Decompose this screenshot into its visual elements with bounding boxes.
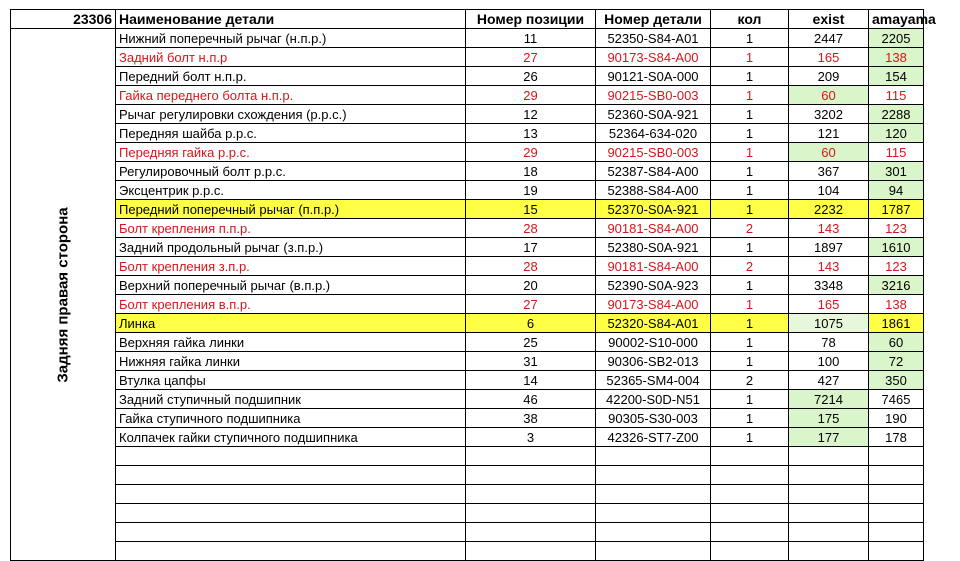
exist-price: 2447	[789, 29, 869, 48]
table-row	[11, 257, 924, 276]
empty-cell	[711, 485, 789, 504]
exist-price: 175	[789, 409, 869, 428]
part-number: 90305-S30-003	[596, 409, 711, 428]
header-position: Номер позиции	[466, 10, 596, 29]
header-name: Наименование детали	[116, 10, 466, 29]
header-row	[11, 10, 924, 29]
header-id: 23306	[11, 10, 116, 29]
part-number: 52360-S0A-921	[596, 105, 711, 124]
empty-cell	[116, 523, 466, 542]
quantity: 1	[711, 276, 789, 295]
quantity: 1	[711, 86, 789, 105]
empty-row	[11, 447, 924, 466]
part-number: 42326-ST7-Z00	[596, 428, 711, 447]
part-number: 90181-S84-A00	[596, 257, 711, 276]
empty-cell	[596, 504, 711, 523]
table-row	[11, 124, 924, 143]
table-row	[11, 48, 924, 67]
part-name: Передний болт н.п.р.	[116, 67, 466, 86]
exist-price: 143	[789, 257, 869, 276]
exist-price: 60	[789, 143, 869, 162]
part-name: Задний болт н.п.р	[116, 48, 466, 67]
exist-price: 60	[789, 86, 869, 105]
table-row	[11, 371, 924, 390]
table-row	[11, 105, 924, 124]
empty-cell	[789, 466, 869, 485]
part-name: Болт крепления в.п.р.	[116, 295, 466, 314]
position-number: 11	[466, 29, 596, 48]
part-number: 90181-S84-A00	[596, 219, 711, 238]
empty-row	[11, 466, 924, 485]
quantity: 1	[711, 200, 789, 219]
exist-price: 2232	[789, 200, 869, 219]
part-name: Верхний поперечный рычаг (в.п.р.)	[116, 276, 466, 295]
quantity: 1	[711, 390, 789, 409]
quantity: 1	[711, 314, 789, 333]
part-number: 52387-S84-A00	[596, 162, 711, 181]
amayama-price: 115	[869, 86, 924, 105]
empty-cell	[869, 523, 924, 542]
empty-cell	[869, 542, 924, 561]
part-number: 52390-S0A-923	[596, 276, 711, 295]
header-amayama: amayama	[869, 10, 924, 29]
parts-table	[10, 9, 936, 561]
part-number: 90002-S10-000	[596, 333, 711, 352]
position-number: 13	[466, 124, 596, 143]
table-row	[11, 67, 924, 86]
part-number: 90121-S0A-000	[596, 67, 711, 86]
amayama-price: 138	[869, 295, 924, 314]
amayama-price: 1787	[869, 200, 924, 219]
table-row	[11, 295, 924, 314]
quantity: 1	[711, 428, 789, 447]
part-name: Втулка цапфы	[116, 371, 466, 390]
amayama-price: 3216	[869, 276, 924, 295]
position-number: 14	[466, 371, 596, 390]
part-number: 52370-S0A-921	[596, 200, 711, 219]
quantity: 2	[711, 371, 789, 390]
position-number: 28	[466, 257, 596, 276]
amayama-price: 2205	[869, 29, 924, 48]
empty-cell	[789, 523, 869, 542]
table-row	[11, 162, 924, 181]
amayama-price: 301	[869, 162, 924, 181]
quantity: 1	[711, 29, 789, 48]
position-number: 15	[466, 200, 596, 219]
quantity: 1	[711, 238, 789, 257]
empty-cell	[116, 542, 466, 561]
amayama-price: 120	[869, 124, 924, 143]
empty-cell	[789, 504, 869, 523]
part-name: Рычаг регулировки схождения (р.р.с.)	[116, 105, 466, 124]
position-number: 38	[466, 409, 596, 428]
part-number: 52380-S0A-921	[596, 238, 711, 257]
part-number: 52388-S84-A00	[596, 181, 711, 200]
part-number: 42200-S0D-N51	[596, 390, 711, 409]
empty-cell	[596, 542, 711, 561]
empty-cell	[869, 447, 924, 466]
quantity: 1	[711, 143, 789, 162]
part-number: 52350-S84-A01	[596, 29, 711, 48]
part-number: 90173-S84-A00	[596, 48, 711, 67]
empty-row	[11, 485, 924, 504]
header-qty: кол	[711, 10, 789, 29]
table-row	[11, 428, 924, 447]
amayama-price: 350	[869, 371, 924, 390]
quantity: 1	[711, 162, 789, 181]
part-name: Болт крепления п.п.р.	[116, 219, 466, 238]
empty-cell	[466, 523, 596, 542]
part-name: Болт крепления з.п.р.	[116, 257, 466, 276]
side-label-cell	[11, 29, 116, 561]
exist-price: 100	[789, 352, 869, 371]
empty-cell	[466, 447, 596, 466]
amayama-price: 123	[869, 257, 924, 276]
empty-cell	[116, 447, 466, 466]
table-row	[11, 314, 924, 333]
table-row	[11, 409, 924, 428]
empty-cell	[869, 466, 924, 485]
exist-price: 78	[789, 333, 869, 352]
amayama-price: 2288	[869, 105, 924, 124]
part-number: 52365-SM4-004	[596, 371, 711, 390]
exist-price: 1075	[789, 314, 869, 333]
part-name: Верхняя гайка линки	[116, 333, 466, 352]
amayama-price: 123	[869, 219, 924, 238]
part-name: Эксцентрик р.р.с.	[116, 181, 466, 200]
position-number: 20	[466, 276, 596, 295]
table-row	[11, 390, 924, 409]
exist-price: 165	[789, 48, 869, 67]
amayama-price: 115	[869, 143, 924, 162]
table-row	[11, 238, 924, 257]
header-exist: exist	[789, 10, 869, 29]
part-name: Линка	[116, 314, 466, 333]
empty-cell	[711, 447, 789, 466]
position-number: 12	[466, 105, 596, 124]
amayama-price: 7465	[869, 390, 924, 409]
table-row	[11, 333, 924, 352]
part-name: Гайка ступичного подшипника	[116, 409, 466, 428]
position-number: 28	[466, 219, 596, 238]
exist-price: 177	[789, 428, 869, 447]
empty-cell	[711, 542, 789, 561]
table-row	[11, 143, 924, 162]
part-number: 90215-SB0-003	[596, 143, 711, 162]
quantity: 2	[711, 257, 789, 276]
position-number: 46	[466, 390, 596, 409]
header-part-number: Номер детали	[596, 10, 711, 29]
position-number: 29	[466, 143, 596, 162]
part-number: 90306-SB2-013	[596, 352, 711, 371]
empty-cell	[789, 485, 869, 504]
part-name: Нижний поперечный рычаг (н.п.р.)	[116, 29, 466, 48]
position-number: 29	[466, 86, 596, 105]
exist-price: 427	[789, 371, 869, 390]
part-name: Передняя шайба р.р.с.	[116, 124, 466, 143]
amayama-price: 138	[869, 48, 924, 67]
part-number: 90173-S84-A00	[596, 295, 711, 314]
side-label: Задняя правая сторона	[54, 206, 72, 383]
empty-cell	[596, 523, 711, 542]
amayama-price: 1861	[869, 314, 924, 333]
empty-cell	[466, 504, 596, 523]
part-name: Задний продольный рычаг (з.п.р.)	[116, 238, 466, 257]
empty-cell	[466, 466, 596, 485]
position-number: 18	[466, 162, 596, 181]
part-number: 52320-S84-A01	[596, 314, 711, 333]
amayama-price: 72	[869, 352, 924, 371]
quantity: 1	[711, 333, 789, 352]
quantity: 1	[711, 105, 789, 124]
amayama-price: 94	[869, 181, 924, 200]
empty-cell	[711, 466, 789, 485]
part-name: Нижняя гайка линки	[116, 352, 466, 371]
empty-cell	[711, 523, 789, 542]
position-number: 17	[466, 238, 596, 257]
table-row	[11, 219, 924, 238]
position-number: 27	[466, 295, 596, 314]
exist-price: 367	[789, 162, 869, 181]
exist-price: 104	[789, 181, 869, 200]
quantity: 1	[711, 67, 789, 86]
exist-price: 143	[789, 219, 869, 238]
position-number: 31	[466, 352, 596, 371]
exist-price: 3348	[789, 276, 869, 295]
empty-cell	[596, 485, 711, 504]
part-name: Передний поперечный рычаг (п.п.р.)	[116, 200, 466, 219]
amayama-price: 190	[869, 409, 924, 428]
position-number: 26	[466, 67, 596, 86]
position-number: 19	[466, 181, 596, 200]
table-row	[11, 86, 924, 105]
position-number: 6	[466, 314, 596, 333]
empty-cell	[596, 466, 711, 485]
table-row	[11, 276, 924, 295]
empty-cell	[789, 447, 869, 466]
part-name: Колпачек гайки ступичного подшипника	[116, 428, 466, 447]
amayama-price: 178	[869, 428, 924, 447]
empty-cell	[466, 542, 596, 561]
amayama-price: 1610	[869, 238, 924, 257]
part-name: Гайка переднего болта н.п.р.	[116, 86, 466, 105]
table-row	[11, 29, 924, 48]
quantity: 1	[711, 409, 789, 428]
empty-cell	[711, 504, 789, 523]
exist-price: 121	[789, 124, 869, 143]
exist-price: 1897	[789, 238, 869, 257]
empty-cell	[869, 485, 924, 504]
empty-row	[11, 542, 924, 561]
part-name: Передняя гайка р.р.с.	[116, 143, 466, 162]
empty-cell	[466, 485, 596, 504]
empty-row	[11, 523, 924, 542]
part-name: Регулировочный болт р.р.с.	[116, 162, 466, 181]
table-row	[11, 181, 924, 200]
part-number: 52364-634-020	[596, 124, 711, 143]
quantity: 2	[711, 219, 789, 238]
exist-price: 7214	[789, 390, 869, 409]
empty-cell	[869, 504, 924, 523]
quantity: 1	[711, 352, 789, 371]
exist-price: 165	[789, 295, 869, 314]
empty-cell	[596, 447, 711, 466]
part-number: 90215-SB0-003	[596, 86, 711, 105]
quantity: 1	[711, 124, 789, 143]
empty-cell	[116, 504, 466, 523]
exist-price: 3202	[789, 105, 869, 124]
table-row	[11, 200, 924, 219]
amayama-price: 60	[869, 333, 924, 352]
empty-cell	[116, 466, 466, 485]
empty-cell	[116, 485, 466, 504]
quantity: 1	[711, 295, 789, 314]
position-number: 3	[466, 428, 596, 447]
quantity: 1	[711, 181, 789, 200]
quantity: 1	[711, 48, 789, 67]
empty-row	[11, 504, 924, 523]
part-name: Задний ступичный подшипник	[116, 390, 466, 409]
empty-cell	[789, 542, 869, 561]
position-number: 27	[466, 48, 596, 67]
amayama-price: 154	[869, 67, 924, 86]
table-row	[11, 352, 924, 371]
position-number: 25	[466, 333, 596, 352]
exist-price: 209	[789, 67, 869, 86]
